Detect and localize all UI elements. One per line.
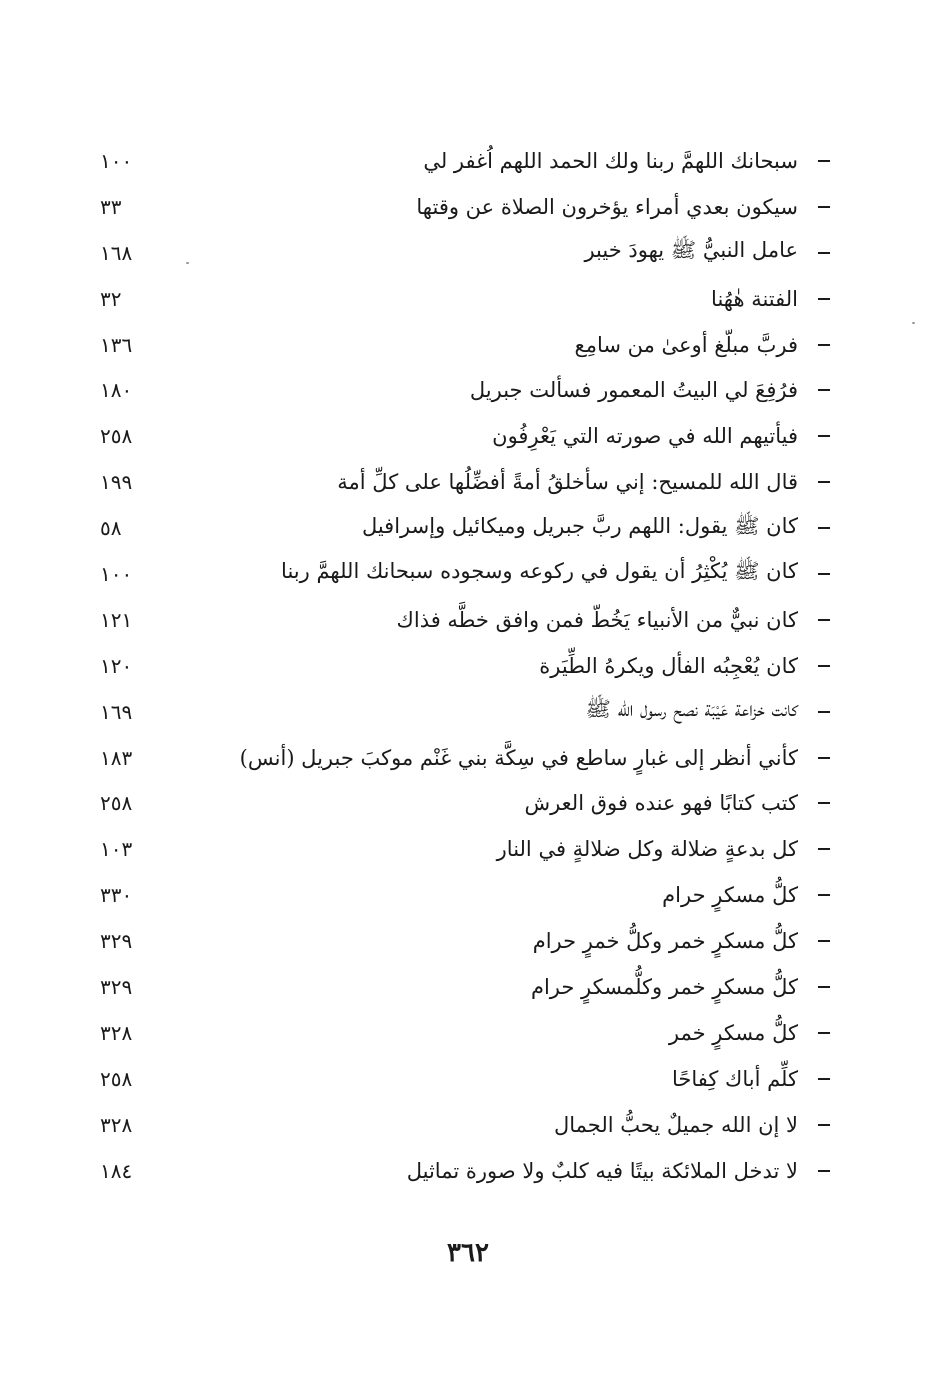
index-entry bbox=[100, 918, 830, 964]
index-entry bbox=[100, 780, 830, 826]
list-dash bbox=[818, 711, 830, 713]
list-dash bbox=[818, 1032, 830, 1034]
list-dash bbox=[818, 1124, 830, 1126]
entry-text: كان نبيٌّ من الأنبياء يَخُطّ فمن وافق خطَّه فذاك bbox=[396, 607, 798, 632]
list-dash bbox=[818, 481, 830, 483]
entry-text: كل بدعةٍ ضلالة وكل ضلالةٍ في النار bbox=[496, 837, 798, 862]
entry-page-number: ٣٢٩ bbox=[100, 974, 133, 999]
index-entry bbox=[100, 1102, 830, 1148]
hadith-index-list bbox=[100, 138, 830, 1193]
entry-page-number: ٣٣ bbox=[100, 194, 122, 219]
list-dash bbox=[818, 344, 830, 346]
entry-text: كلُّ مسكرٍ خمر وكلُّ خمرٍ حرام bbox=[532, 929, 798, 954]
list-dash bbox=[818, 252, 830, 254]
entry-text: كان ﷺ يُكْثِرُ أن يقول في ركوعه وسجوده سبحانك اللهمَّ ربنا bbox=[281, 559, 798, 584]
index-entry bbox=[100, 1010, 830, 1056]
index-entry bbox=[100, 459, 830, 505]
index-entry bbox=[100, 872, 830, 918]
entry-page-number: ٣٢٨ bbox=[100, 1020, 133, 1045]
index-entry bbox=[100, 1148, 830, 1194]
index-entry bbox=[100, 505, 830, 551]
entry-text: قال الله للمسيح: إني سأخلقُ أمةً أفضِّلُها على كلِّ أمة bbox=[337, 470, 798, 495]
index-entry bbox=[100, 964, 830, 1010]
entry-page-number: ٣٢٩ bbox=[100, 929, 133, 954]
entry-text: كلُّ مسكرٍ حرام bbox=[662, 883, 798, 908]
entry-page-number: ١٦٨ bbox=[100, 240, 133, 265]
entry-page-number: ٢٥٨ bbox=[100, 1066, 133, 1091]
entry-text: كان ﷺ يقول: اللهم ربَّ جبريل وميكائيل وإسرافيل bbox=[361, 513, 798, 538]
entry-text: فيأتيهم الله في صورته التي يَعْرِفُون bbox=[492, 424, 798, 449]
index-entry bbox=[100, 367, 830, 413]
entry-page-number: ٥٨ bbox=[100, 516, 122, 541]
entry-page-number: ١٩٩ bbox=[100, 470, 133, 495]
entry-page-number: ١٢٠ bbox=[100, 653, 133, 678]
entry-page-number: ١٦٩ bbox=[100, 699, 133, 724]
entry-text: كأني أنظر إلى غبارٍ ساطع في سِكَّة بني غَنْم موكبَ جبريل (أنس) bbox=[239, 745, 798, 770]
index-entry bbox=[100, 597, 830, 643]
list-dash bbox=[818, 986, 830, 988]
entry-text: عامل النبيُّ ﷺ يهودَ خيبر bbox=[584, 238, 798, 263]
entry-page-number: ٢٥٨ bbox=[100, 424, 133, 449]
index-entry bbox=[100, 689, 830, 735]
list-dash bbox=[818, 573, 830, 575]
entry-page-number: ١٨٤ bbox=[100, 1158, 133, 1183]
list-dash bbox=[818, 527, 830, 529]
entry-text: كلُّ مسكرٍ خمر وكلُّمسكرٍ حرام bbox=[530, 974, 798, 999]
index-entry bbox=[100, 735, 830, 781]
index-entry bbox=[100, 230, 830, 276]
entry-page-number: ١٠٣ bbox=[100, 837, 133, 862]
entry-text: كلُّ مسكرٍ خمر bbox=[668, 1020, 798, 1045]
entry-page-number: ١٠٠ bbox=[100, 561, 133, 586]
entry-text: فربَّ مبلّغ أوعىٰ من سامِع bbox=[574, 332, 798, 357]
entry-page-number: ١٠٠ bbox=[100, 148, 133, 173]
list-dash bbox=[818, 848, 830, 850]
page-number-footer: ٣٦٢ bbox=[447, 1238, 489, 1268]
entry-page-number: ١٣٦ bbox=[100, 332, 133, 357]
list-dash bbox=[818, 894, 830, 896]
list-dash bbox=[818, 298, 830, 300]
entry-page-number: ١٢١ bbox=[100, 607, 133, 632]
list-dash bbox=[818, 435, 830, 437]
index-entry bbox=[100, 184, 830, 230]
list-dash bbox=[818, 619, 830, 621]
entry-text: لا إن الله جميلٌ يحبُّ الجمال bbox=[553, 1112, 798, 1137]
list-dash bbox=[818, 940, 830, 942]
index-entry bbox=[100, 276, 830, 322]
list-dash bbox=[818, 757, 830, 759]
index-entry bbox=[100, 643, 830, 689]
list-dash bbox=[818, 160, 830, 162]
entry-text: كانت خزاعة عَيْبَة نصح رسول الله ﷺ bbox=[585, 697, 798, 722]
entry-page-number: ٢٥٨ bbox=[100, 791, 133, 816]
list-dash bbox=[818, 389, 830, 391]
index-entry bbox=[100, 322, 830, 368]
entry-text: لا تدخل الملائكة بيتًا فيه كلبٌ ولا صورة تماثيل bbox=[406, 1158, 798, 1183]
entry-text: سيكون بعدي أمراء يؤخرون الصلاة عن وقتها bbox=[416, 194, 798, 219]
entry-page-number: ٣٢ bbox=[100, 286, 122, 311]
scan-speck bbox=[912, 322, 915, 324]
index-entry bbox=[100, 551, 830, 597]
list-dash bbox=[818, 1170, 830, 1172]
entry-page-number: ١٨٠ bbox=[100, 378, 133, 403]
entry-text: كلِّم أباك كِفاحًا bbox=[671, 1066, 798, 1091]
index-entry bbox=[100, 413, 830, 459]
entry-text: فرُفِعَ لي البيتُ المعمور فسألت جبريل bbox=[469, 378, 798, 403]
entry-text: الفتنة هٰهُنا bbox=[711, 286, 798, 311]
entry-text: سبحانك اللهمَّ ربنا ولك الحمد اللهم اُغفر لي bbox=[423, 148, 798, 173]
entry-page-number: ٣٣٠ bbox=[100, 883, 133, 908]
entry-page-number: ١٨٣ bbox=[100, 745, 133, 770]
list-dash bbox=[818, 1078, 830, 1080]
index-entry bbox=[100, 1056, 830, 1102]
index-entry bbox=[100, 138, 830, 184]
index-entry bbox=[100, 826, 830, 872]
entry-text: كتب كتابًا فهو عنده فوق العرش bbox=[524, 791, 798, 816]
entry-text: كان يُعْجِبُه الفأل ويكرهُ الطِّيَرة bbox=[539, 653, 798, 678]
list-dash bbox=[818, 665, 830, 667]
list-dash bbox=[818, 802, 830, 804]
scan-speck bbox=[186, 262, 189, 264]
list-dash bbox=[818, 206, 830, 208]
entry-page-number: ٣٢٨ bbox=[100, 1112, 133, 1137]
